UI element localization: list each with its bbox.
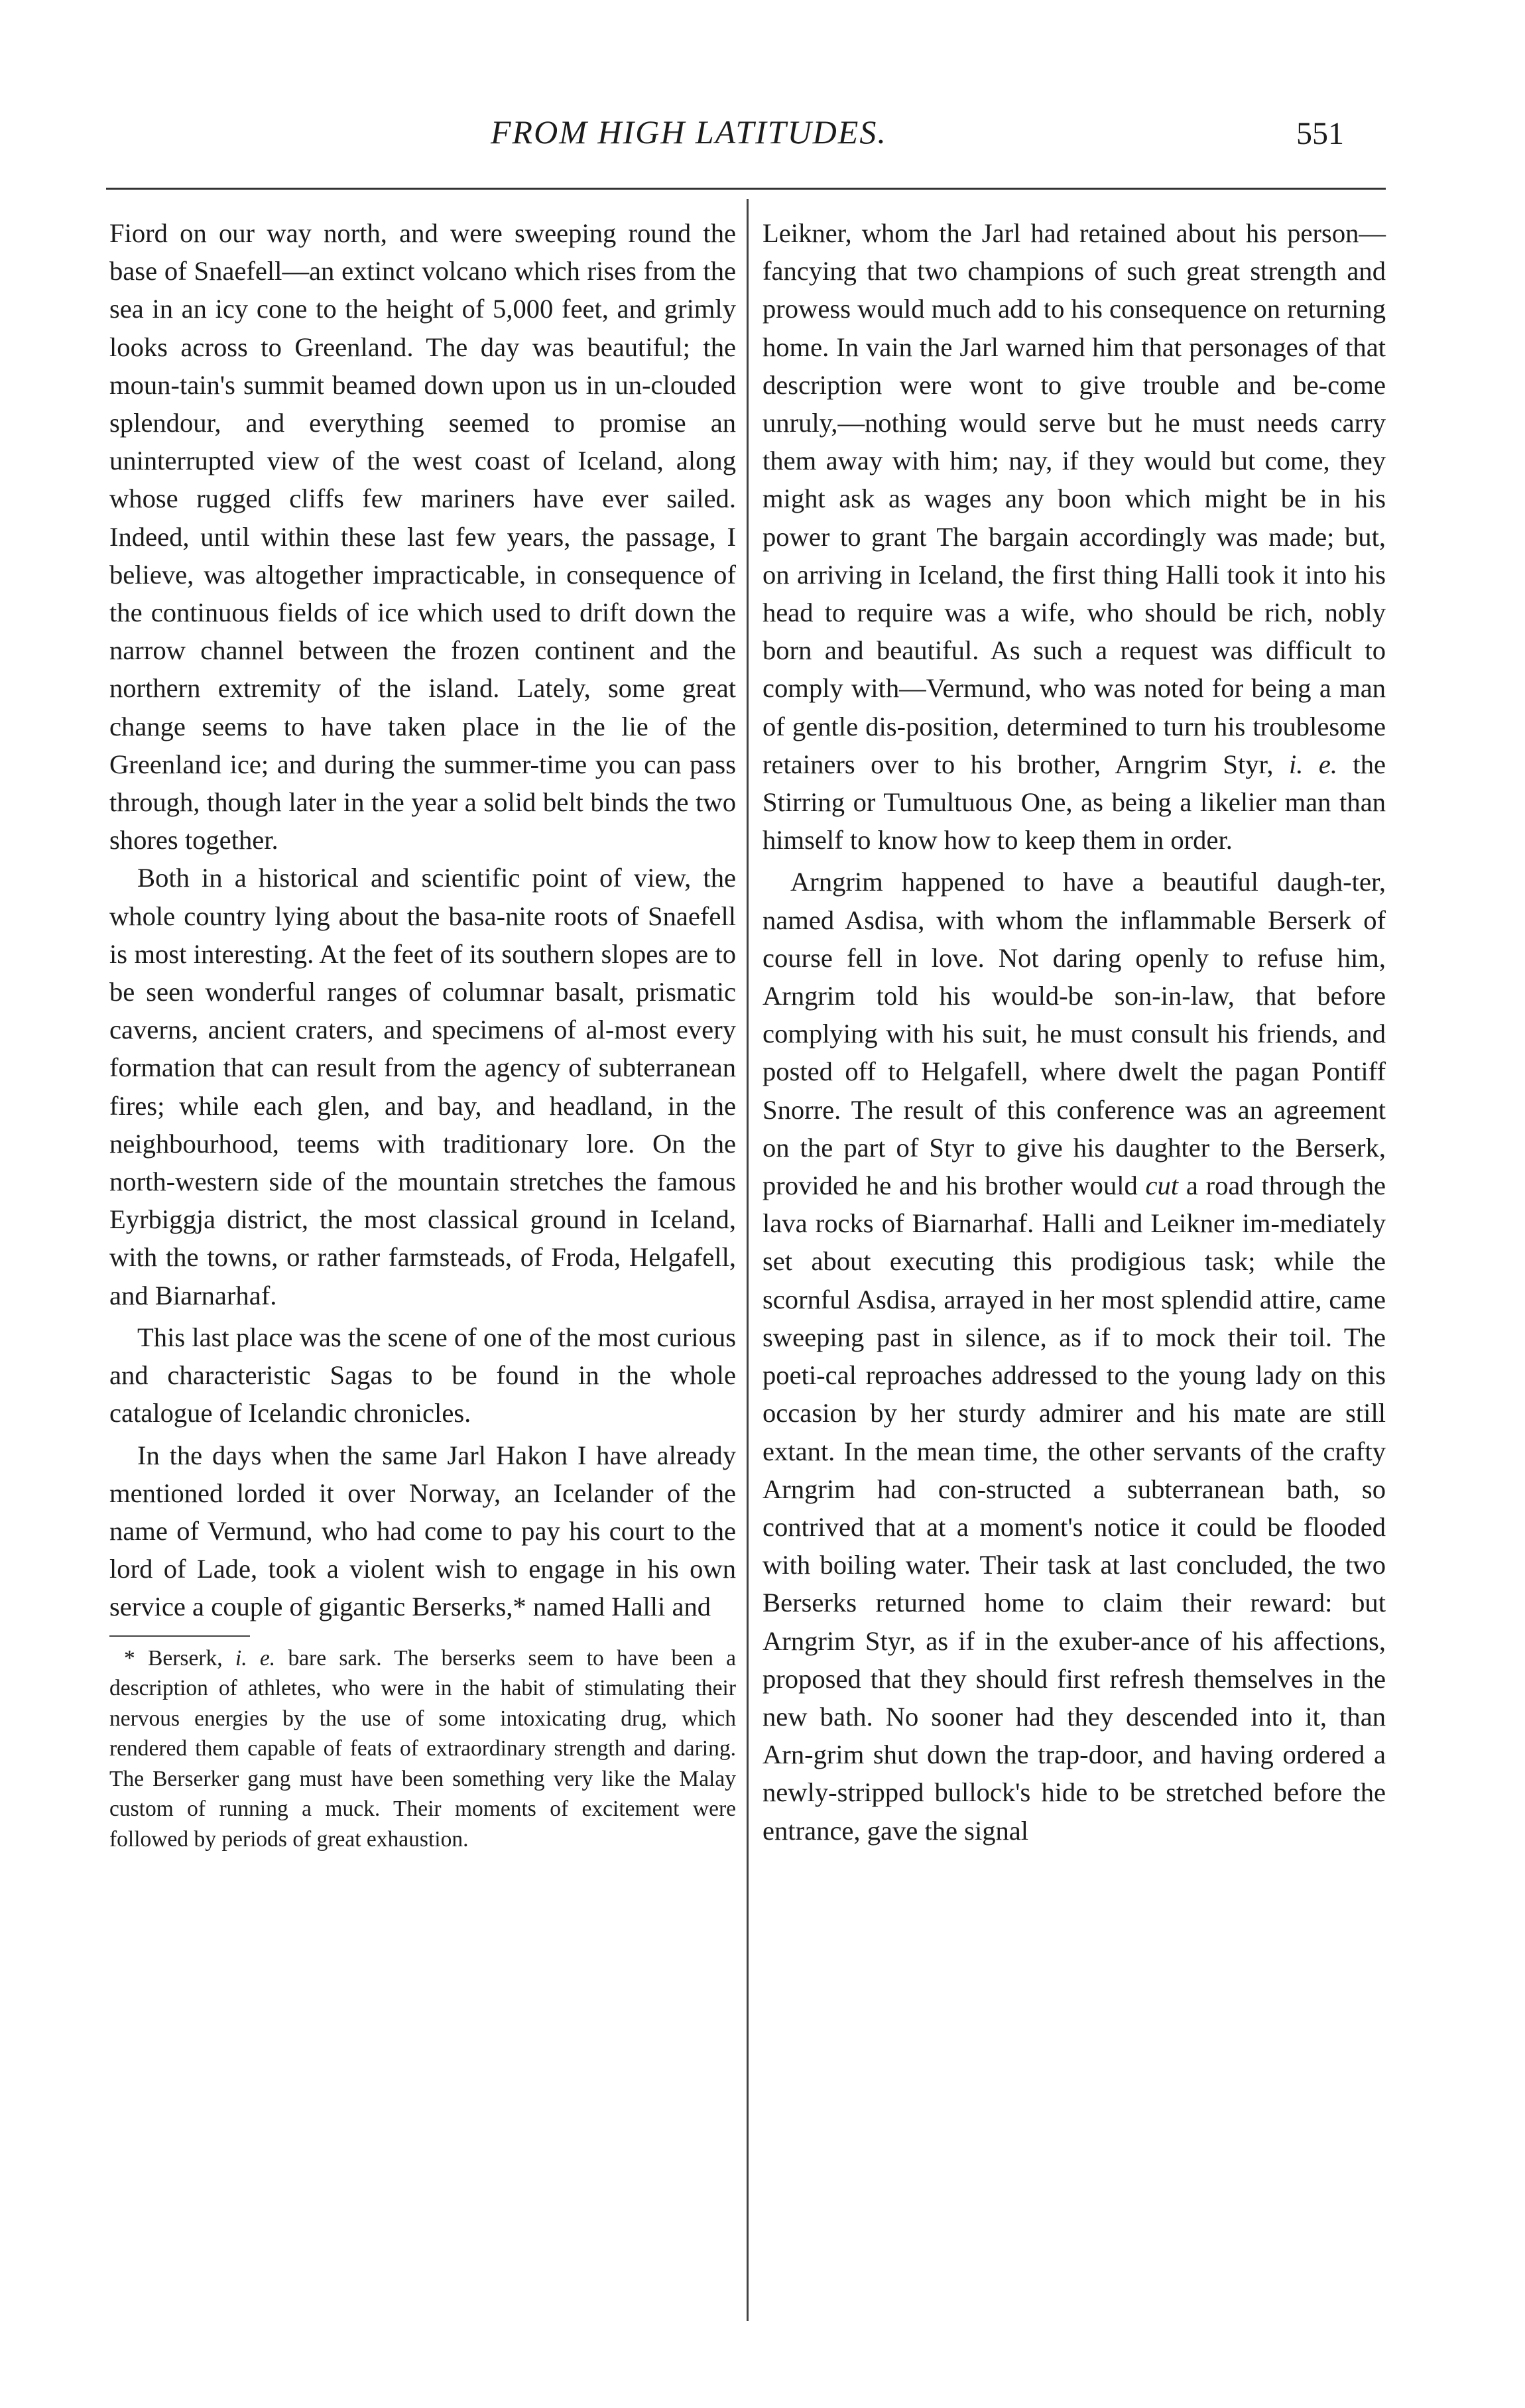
page-header (0, 113, 1525, 166)
paragraph-emphasis: cut (1145, 1171, 1179, 1201)
running-title: FROM HIGH LATITUDES. (491, 113, 887, 151)
paragraph (762, 863, 1386, 1849)
header-rule (106, 188, 1386, 190)
paragraph-abbrev: i. e. (1289, 749, 1338, 779)
paragraph: In the days when the same Jarl Hakon I have already mentioned lorded it over Norway, an Icelander of the name of Vermund, who had come to pay his court to the lord of Lade, took a violent wish to engage in his own service a couple of gigantic Berserks,* named Halli and (109, 1440, 736, 1622)
footnote-lead: * Berserk, (124, 1645, 235, 1671)
left-column (109, 214, 736, 1854)
paragraph-text: Arngrim happened to have a beautiful daugh-ter, named Asdisa, with whom the inflammable Berserk of course fell in love. Not daring openly to refuse him, Arngrim told his would-be son-in-law, that before complying with his suit, he must consult his friends, and posted off to Helgafell, where dwelt the pagan Pontiff Snorre. The result of this conference was an agreement on the part of Styr to give his daughter to the Berserk, provided he and his brother would (762, 867, 1386, 1201)
footnote-rule (109, 1635, 250, 1637)
paragraph-text: the Stirring or Tumultuous One, as being a likelier man than himself to know how to keep them in order. (762, 749, 1386, 855)
paragraph: Both in a historical and scientific point of view, the whole country lying about the basa-nite roots of Snaefell is most interesting. At the feet of its southern slopes are to be seen wonderful ranges of columnar basalt, prismatic caverns, ancient craters, and specimens of al-most every formation that can result from the agency of subterranean fires; while each glen, and bay, and headland, in the neighbourhood, teems with traditionary lore. On the north-western side of the mountain stretches the famous Eyrbiggja district, the most classical ground in Iceland, with the towns, or rather farmsteads, of Froda, Helgafell, and Biarnarhaf. (109, 863, 736, 1310)
paragraph: This last place was the scene of one of the most curious and characteristic Sagas to be found in the whole catalogue of Icelandic chronicles. (109, 1322, 736, 1428)
footnote-abbrev: i. e. (235, 1645, 276, 1671)
paragraph: Fiord on our way north, and were sweeping round the base of Snaefell—an extinct volcano which rises from the sea in an icy cone to the height of 5,000 feet, and grimly looks across to Greenland. The day was beautiful; the moun-tain's summit beamed down upon us in un-clouded splendour, and everything seemed to promise an uninterrupted view of the west coast of Iceland, along whose rugged cliffs few mariners have ever sailed. Indeed, until within these last few years, the passage, I believe, was altogether impracticable, in consequence of the continuous fields of ice which used to drift down the narrow channel between the frozen continent and the northern extremity of the island. Lately, some great change seems to have taken place in the lie of the Greenland ice; and during the summer-time you can pass through, though later in the year a solid belt binds the two shores together. (109, 218, 736, 855)
column-divider (747, 199, 749, 2321)
paragraph-text: Leikner, whom the Jarl had retained about his person—fancying that two champions of such great strength and prowess would much add to his consequence on returning home. In vain the Jarl warned him that personages of that description were wont to give trouble and be-come unruly,—nothing would serve but he must needs carry them away with him; nay, if they would but come, they might ask as wages any boon which might be in his power to grant The bargain accordingly was made; but, on arriving in Iceland, the first thing Halli took it into his head to require was a wife, who should be rich, nobly born and beautiful. As such a request was difficult to comply with—Vermund, who was noted for being a man of gentle dis-position, determined to turn his troublesome retainers over to his brother, Arngrim Styr, (762, 218, 1386, 779)
page-number: 551 (1296, 116, 1344, 151)
paragraph-text: a road through the lava rocks of Biarnarhaf. Halli and Leikner im-mediately set about executing this prodigious task; while the scornful Asdisa, arrayed in her most splendid attire, came sweeping past in silence, as if to mock their toil. The poeti-cal reproaches addressed to the young lady on this occasion by her sturdy admirer and his mate are still extant. In the mean time, the other servants of the crafty Arngrim had con-structed a subterranean bath, so contrived that at a moment's notice it could be flooded with boiling water. Their task at last concluded, the two Berserks returned home to claim their reward: but Arngrim Styr, as if in the exuber-ance of his affections, proposed that they should first refresh themselves in the new bath. No sooner had they descended into it, than Arn-grim shut down the trap-door, and having ordered a newly-stripped bullock's hide to be stretched before the entrance, gave the signal (762, 1171, 1386, 1846)
footnote-text: bare sark. The berserks seem to have been a description of athletes, who were in the habit of stimulating their nervous energies by the use of some intoxicating drug, which rendered them capable of feats of extraordinary strength and daring. The Berserker gang must have been something very like the Malay custom of running a muck. Their moments of excitement were followed by periods of great exhaustion. (109, 1645, 736, 1852)
right-column (762, 214, 1386, 1850)
footnote (109, 1643, 736, 1855)
paragraph (762, 214, 1386, 859)
